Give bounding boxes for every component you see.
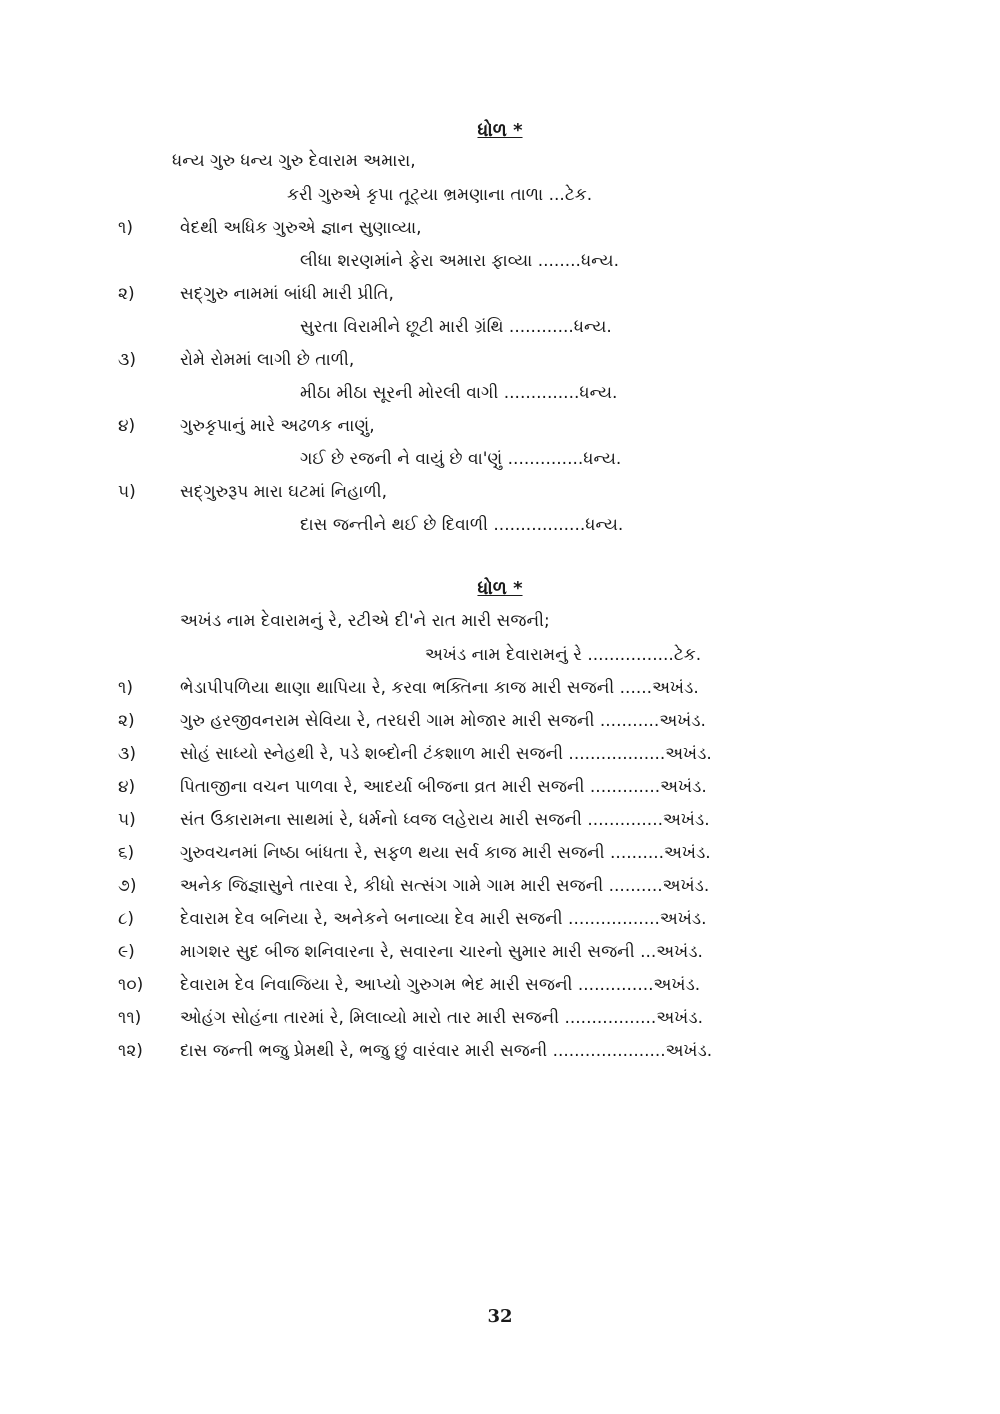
verse-number: ૮)	[118, 909, 134, 929]
verse-line: સંત ઉકારામના સાથમાં રે, ધર્મનો ધ્વજ લહેરાય મારી સજની ..............અખંડ.	[180, 810, 710, 830]
verse-line: પિતાજીના વચન પાળવા રે, આદર્યા બીજના વ્રત મારી સજની .............અખંડ.	[180, 777, 707, 797]
verse-number: ૫)	[118, 482, 136, 502]
verse-number: ૨)	[118, 284, 135, 304]
verse-number: ૩)	[118, 744, 136, 764]
song1-refrain-line: કરી ગુરુએ કૃપા તૂટ્યા ભ્રમણાના તાળા ...ટેક.	[287, 185, 593, 205]
verse-line: દેવારામ દેવ નિવાજિયા રે, આપ્યો ગુરુગમ ભેદ મારી સજની ..............અખંડ.	[180, 975, 701, 995]
song1-title: ધોળ *	[477, 120, 523, 141]
verse-line: સોહં સાધ્યો સ્નેહથી રે, પડે શબ્દોની ટંકશાળ મારી સજની ..................અખંડ.	[180, 744, 712, 764]
verse-line: મીઠા મીઠા સૂરની મોરલી વાગી ..............ધન્ય.	[300, 383, 618, 403]
verse-number: ૬)	[118, 843, 135, 863]
verse-line: ઓહંગ સોહંના તારમાં રે, મિલાવ્યો મારો તાર મારી સજની .................અખંડ.	[180, 1008, 703, 1028]
verse-number: ૨)	[118, 711, 135, 731]
song2-refrain-line: અખંડ નામ દેવારામનું રે, રટીએ દી'ને રાત મારી સજની;	[180, 611, 550, 631]
page-number: 32	[487, 1306, 513, 1327]
verse-line: ગુરુવચનમાં નિષ્ઠા બાંધતા રે, સફળ થયા સર્વ કાજ મારી સજની ..........અખંડ.	[180, 843, 711, 863]
verse-number: ૭)	[118, 876, 137, 896]
verse-number: ૯)	[118, 942, 135, 962]
verse-number: ૧)	[118, 218, 133, 238]
verse-number: ૧૦)	[118, 975, 144, 995]
verse-line: માગશર સુદ બીજ શનિવારના રે, સવારના ચારનો સુમાર મારી સજની ...અખંડ.	[180, 942, 703, 962]
verse-number: ૩)	[118, 350, 136, 370]
song2-refrain-line: અખંડ નામ દેવારામનું રે ................ટેક.	[425, 645, 702, 665]
verse-line: સદ્‌ગુરુરૂપ મારા ઘટમાં નિહાળી,	[180, 482, 387, 502]
song2-title: ધોળ *	[477, 578, 523, 599]
verse-line: અનેક જિજ્ઞાસુને તારવા રે, કીધો સત્સંગ ગામે ગામ મારી સજની ..........અખંડ.	[180, 876, 710, 896]
verse-line: રોમે રોમમાં લાગી છે તાળી,	[180, 350, 355, 370]
verse-line: વેદથી અધિક ગુરુએ જ્ઞાન સુણાવ્યા,	[180, 218, 422, 238]
verse-line: સુરતા વિરામીને છૂટી મારી ગ્રંથિ ............ધન્ય.	[300, 317, 612, 337]
verse-line: સદ્‌ગુરુ નામમાં બાંધી મારી પ્રીતિ,	[180, 284, 394, 304]
verse-number: ૧)	[118, 678, 133, 698]
verse-number: ૧૧)	[118, 1008, 142, 1028]
verse-number: ૧૨)	[118, 1041, 143, 1061]
verse-line: ભેડાપીપળિયા થાણા થાપિયા રે, કરવા ભક્તિના કાજ મારી સજની ......અખંડ.	[180, 678, 699, 698]
verse-line: દાસ જન્તી ભજુ પ્રેમથી રે, ભજુ છું વારંવાર મારી સજની .....................અખંડ.	[180, 1041, 713, 1061]
verse-number: ૪)	[118, 777, 136, 797]
verse-line: ગુરુ હરજીવનરામ સેવિયા રે, તરઘરી ગામ મોજાર મારી સજની ...........અખંડ.	[180, 711, 706, 731]
verse-line: દેવારામ દેવ બનિયા રે, અનેકને બનાવ્યા દેવ મારી સજની .................અખંડ.	[180, 909, 707, 929]
verse-line: લીધા શરણમાંને ફેરા અમારા ફાવ્યા ........ધન્ય.	[300, 251, 619, 271]
verse-number: ૪)	[118, 416, 136, 436]
verse-line: દાસ જન્તીને થઈ છે દિવાળી .................ધન્ય.	[300, 515, 624, 535]
song1-refrain-line: ધન્ય ગુરુ ધન્ય ગુરુ દેવારામ અમારા,	[172, 151, 416, 171]
verse-line: ગુરુકૃપાનું મારે અઢળક નાણું,	[180, 416, 375, 436]
verse-number: ૫)	[118, 810, 136, 830]
verse-line: ગઈ છે રજની ને વાયું છે વા'ણું ..............ધન્ય.	[300, 449, 622, 469]
